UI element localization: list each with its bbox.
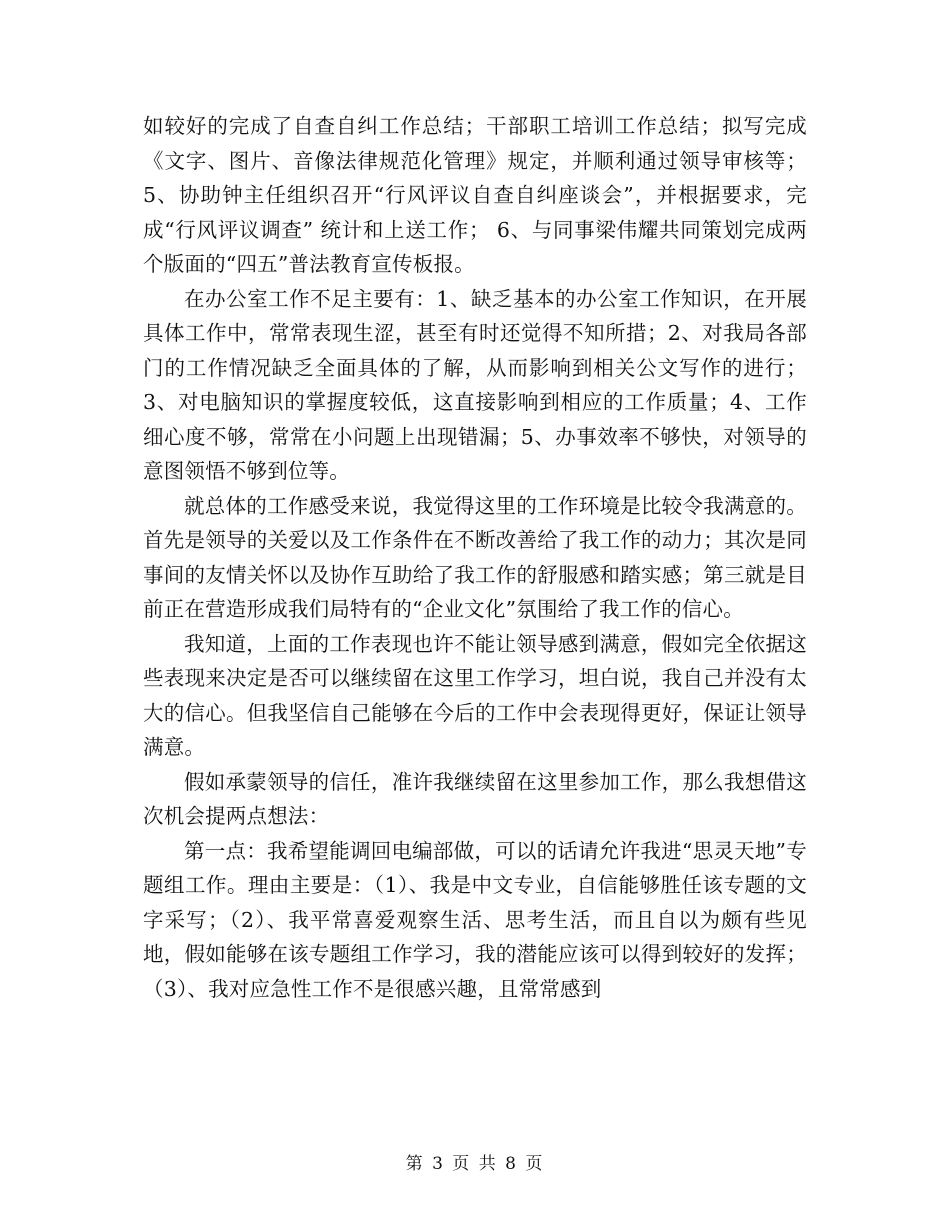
page-number-footer: 第 3 页 共 8 页 [405,1154,545,1174]
document-body [143,109,807,1006]
paragraph-continued: 如较好的完成了自查自纠工作总结；干部职工培训工作总结；拟写完成《文字、图片、音像法律规范化管理》规定，并顺利通过领导审核等；5、协助钟主任组织召开“行风评议自查自纠座谈会”，并根据要求，完成“行风评议调查” 统计和上送工作； 6、与同事梁伟耀共同策划完成两个版面的“四五”普法教育宣传板报。 [143,114,807,276]
paragraph: 就总体的工作感受来说，我觉得这里的工作环境是比较令我满意的。首先是领导的关爱以及工作条件在不断改善给了我工作的动力；其次是同事间的友情关怀以及协作互助给了我工作的舒服感和踏实感；第三就是目前正在营造形成我们局特有的“企业文化”氛围给了我工作的信心。 [143,493,807,621]
paragraph: 第一点：我希望能调回电编部做，可以的话请允许我进“思灵天地”专题组工作。理由主要是：（1）、我是中文专业，自信能够胜任该专题的文字采写；（2）、我平常喜爱观察生活、思考生活，而且自以为颇有些见地，假如能够在该专题组工作学习，我的潜能应该可以得到较好的发挥；（3）、我对应急性工作不是很感兴趣，且常常感到 [143,838,807,1001]
paragraph: 假如承蒙领导的信任，准许我继续留在这里参加工作，那么我想借这次机会提两点想法： [143,769,807,828]
paragraph: 我知道，上面的工作表现也许不能让领导感到满意，假如完全依据这些表现来决定是否可以继续留在这里工作学习，坦白说，我自己并没有太大的信心。但我坚信自己能够在今后的工作中会表现得更好，保证让领导满意。 [143,631,807,759]
paragraph: 在办公室工作不足主要有：1、缺乏基本的办公室工作知识，在开展具体工作中，常常表现生涩，甚至有时还觉得不知所措；2、对我局各部门的工作情况缺乏全面具体的了解，从而影响到相关公文写作的进行；3、对电脑知识的掌握度较低，这直接影响到相应的工作质量；4、工作细心度不够，常常在小问题上出现错漏；5、办事效率不够快，对领导的意图领悟不够到位等。 [143,286,807,483]
